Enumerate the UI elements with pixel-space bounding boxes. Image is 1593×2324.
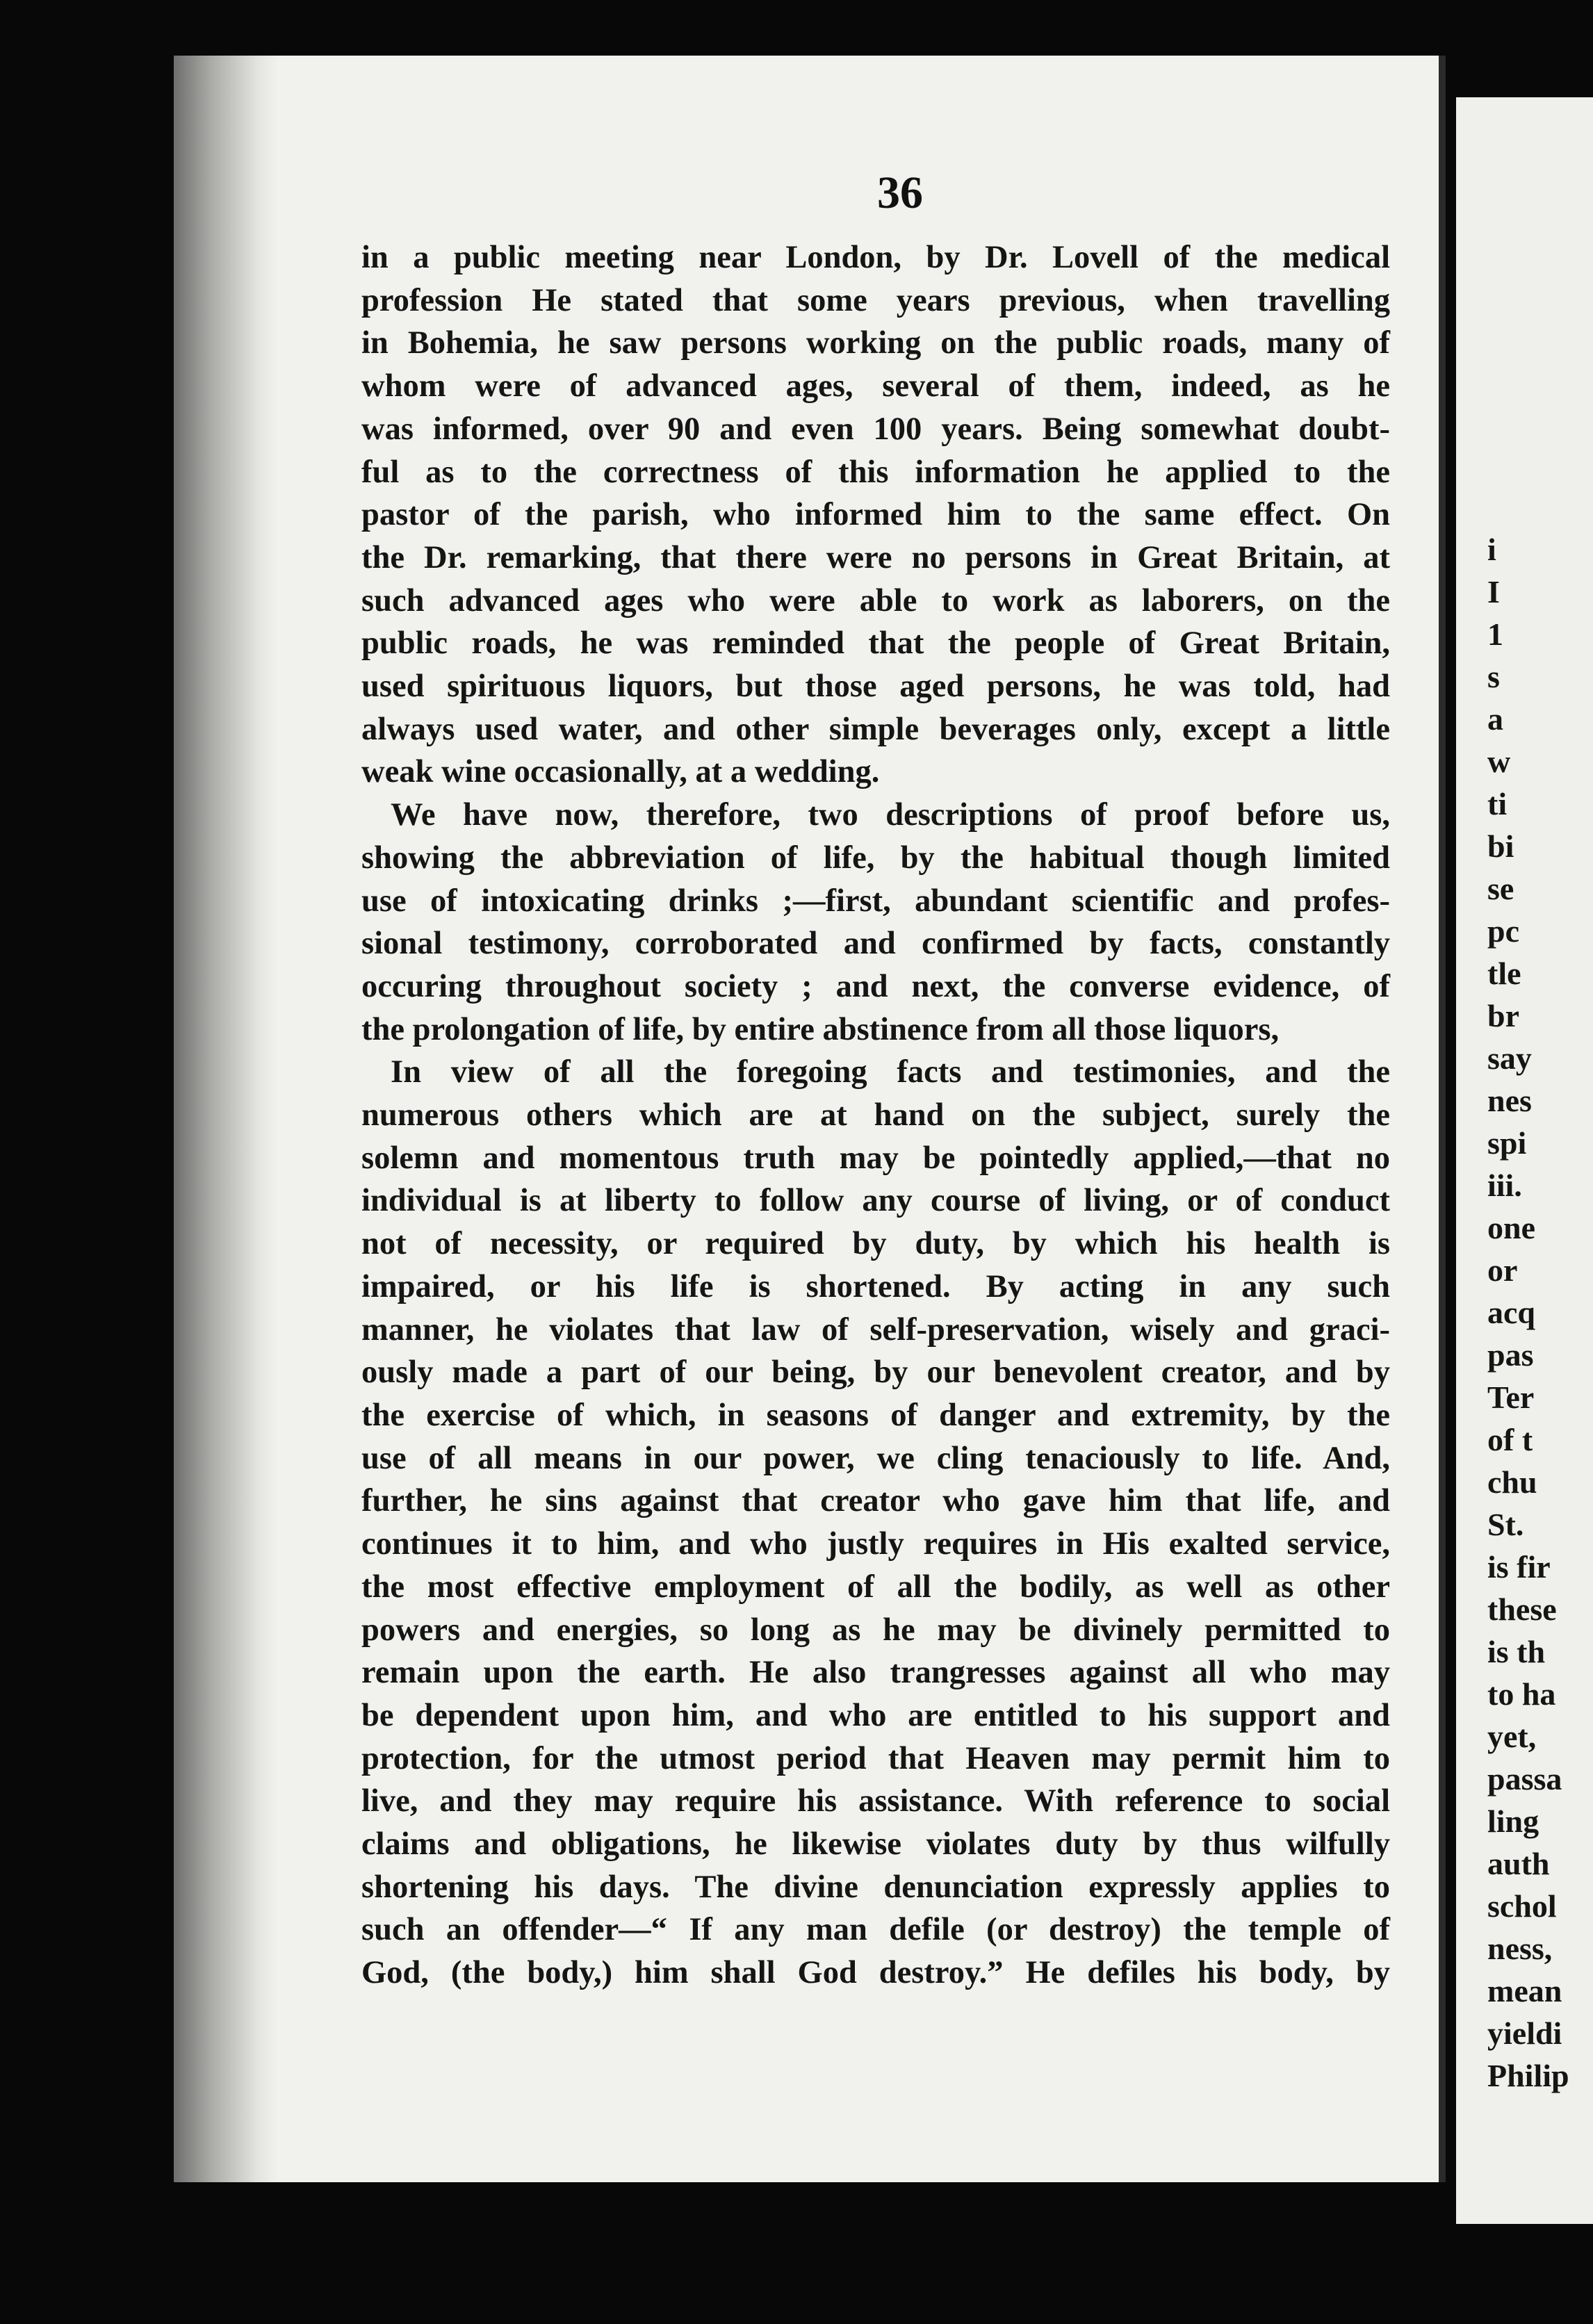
text-line: always used water, and other simple beverages only, except a little xyxy=(361,711,1390,747)
text-line: be dependent upon him, and who are entitled to his support and xyxy=(361,1697,1390,1733)
text-line: such advanced ages who were able to work as laborers, on the xyxy=(361,582,1390,619)
text-line: pastor of the parish, who informed him to the same effect. On xyxy=(361,497,1390,533)
text-line: weak wine occasionally, at a wedding. xyxy=(361,754,880,790)
text-line: manner, he violates that law of self-preservation, wisely and graci- xyxy=(361,1311,1390,1348)
page-number: 36 xyxy=(877,167,923,218)
text-line: protection, for the utmost period that Heaven may permit him to xyxy=(361,1740,1390,1776)
text-line: was informed, over 90 and even 100 years. Being somewhat doubt- xyxy=(361,411,1390,447)
facing-page-fragment: iii. xyxy=(1487,1168,1522,1203)
text-line: in Bohemia, he saw persons working on the public roads, many of xyxy=(361,325,1390,361)
facing-page-fragment: auth xyxy=(1487,1846,1550,1881)
facing-page-fragment: is th xyxy=(1487,1634,1546,1669)
facing-page-fragment: mean xyxy=(1487,1973,1562,2008)
text-line: impaired, or his life is shortened. By acting in any such xyxy=(361,1268,1390,1304)
text-line: ful as to the correctness of this information he applied to the xyxy=(361,454,1390,490)
facing-page-fragment: these xyxy=(1487,1591,1557,1627)
text-line: In view of all the foregoing facts and testimonies, and the xyxy=(391,1054,1390,1090)
text-line: sional testimony, corroborated and confirmed by facts, constantly xyxy=(361,926,1390,962)
facing-page-fragment: spi xyxy=(1487,1125,1527,1161)
text-line: use of all means in our power, we cling tenaciously to life. And, xyxy=(361,1440,1390,1476)
text-line: the exercise of which, in seasons of danger and extremity, by the xyxy=(361,1397,1390,1433)
facing-page-fragment: of t xyxy=(1487,1422,1533,1457)
text-line: live, and they may require his assistance. With reference to social xyxy=(361,1783,1390,1819)
text-line: shortening his days. The divine denunciation expressly applies to xyxy=(361,1869,1390,1905)
facing-page-fragment: s xyxy=(1487,659,1500,694)
text-line: public roads, he was reminded that the people of Great Britain, xyxy=(361,625,1390,662)
text-line: powers and energies, so long as he may be divinely permitted to xyxy=(361,1612,1390,1648)
facing-page-fragment: se xyxy=(1487,871,1514,906)
facing-page-fragment: pas xyxy=(1487,1337,1534,1373)
text-line: solemn and momentous truth may be pointedly applied,—that no xyxy=(361,1140,1390,1176)
text-line: in a public meeting near London, by Dr. Lovell of the medical xyxy=(361,240,1390,275)
facing-page-fragment: pc xyxy=(1487,913,1519,949)
text-line: profession He stated that some years previous, when travelling xyxy=(361,282,1390,318)
facing-page-fragment: to ha xyxy=(1487,1676,1556,1712)
facing-page-text-fragments xyxy=(1487,528,1592,2097)
facing-page-fragment: yieldi xyxy=(1487,2015,1562,2051)
facing-page-fragment: acq xyxy=(1487,1295,1535,1330)
facing-page-fragment: passa xyxy=(1487,1761,1562,1797)
text-line: ously made a part of our being, by our benevolent creator, and by xyxy=(361,1355,1390,1391)
facing-page-fragment: a xyxy=(1487,701,1503,737)
facing-page-fragment: schol xyxy=(1487,1888,1557,1924)
text-line: such an offender—“ If any man defile (or destroy) the temple of xyxy=(361,1912,1390,1948)
text-line: whom were of advanced ages, several of them, indeed, as he xyxy=(361,368,1390,404)
text-line: God, (the body,) him shall God destroy.” He defiles his body, by xyxy=(361,1955,1390,1991)
text-line: numerous others which are at hand on the subject, surely the xyxy=(361,1097,1390,1134)
facing-page-fragment: chu xyxy=(1487,1464,1537,1500)
text-line: further, he sins against that creator who gave him that life, and xyxy=(361,1483,1390,1519)
facing-page-fragment: yet, xyxy=(1487,1719,1537,1754)
facing-page-fragment: i xyxy=(1487,532,1496,567)
facing-page-fragment: ti xyxy=(1487,786,1508,821)
facing-page-fragment: I xyxy=(1487,574,1500,609)
text-line: occuring throughout society ; and next, the converse evidence, of xyxy=(361,968,1390,1004)
text-line: claims and obligations, he likewise violates duty by thus wilfully xyxy=(361,1826,1390,1863)
page-gutter-shadow xyxy=(174,56,278,2182)
text-line: showing the abbreviation of life, by the habitual though limited xyxy=(361,840,1390,876)
text-line: not of necessity, or required by duty, by which his health is xyxy=(361,1226,1390,1262)
facing-page-fragment: nes xyxy=(1487,1083,1532,1118)
facing-page-fragment: St. xyxy=(1487,1507,1524,1542)
facing-page-fragment: 1 xyxy=(1487,616,1503,652)
text-line: continues it to him, and who justly requires in His exalted service, xyxy=(361,1526,1390,1562)
facing-page-fragment: ness, xyxy=(1487,1931,1553,1966)
text-line: the Dr. remarking, that there were no persons in Great Britain, at xyxy=(361,539,1390,575)
text-line: We have now, therefore, two descriptions of proof before us, xyxy=(391,797,1390,833)
facing-page-fragment: say xyxy=(1487,1040,1532,1076)
text-line: individual is at liberty to follow any course of living, or of conduct xyxy=(361,1183,1390,1219)
facing-page-fragment: br xyxy=(1487,998,1519,1033)
facing-page-fragment: or xyxy=(1487,1252,1518,1288)
facing-page-fragment: Philip xyxy=(1487,2058,1569,2093)
text-line: used spirituous liquors, but those aged persons, he was told, had xyxy=(361,669,1390,705)
facing-page-fragment: Ter xyxy=(1487,1380,1535,1415)
text-line: use of intoxicating drinks ;—first, abundant scientific and profes- xyxy=(361,883,1390,919)
text-line: remain upon the earth. He also trangresses against all who may xyxy=(361,1655,1390,1691)
page-body-text xyxy=(361,236,1390,1995)
facing-page-fragment: bi xyxy=(1487,828,1514,864)
text-line: the most effective employment of all the bodily, as well as other xyxy=(361,1569,1390,1605)
facing-page-fragment: one xyxy=(1487,1210,1535,1245)
facing-page-fragment: ling xyxy=(1487,1803,1539,1839)
facing-page-fragment: w xyxy=(1487,744,1511,779)
text-line: the prolongation of life, by entire abstinence from all those liquors, xyxy=(361,1011,1280,1047)
facing-page-fragment: tle xyxy=(1487,956,1521,991)
facing-page-fragment: is fir xyxy=(1487,1549,1551,1585)
